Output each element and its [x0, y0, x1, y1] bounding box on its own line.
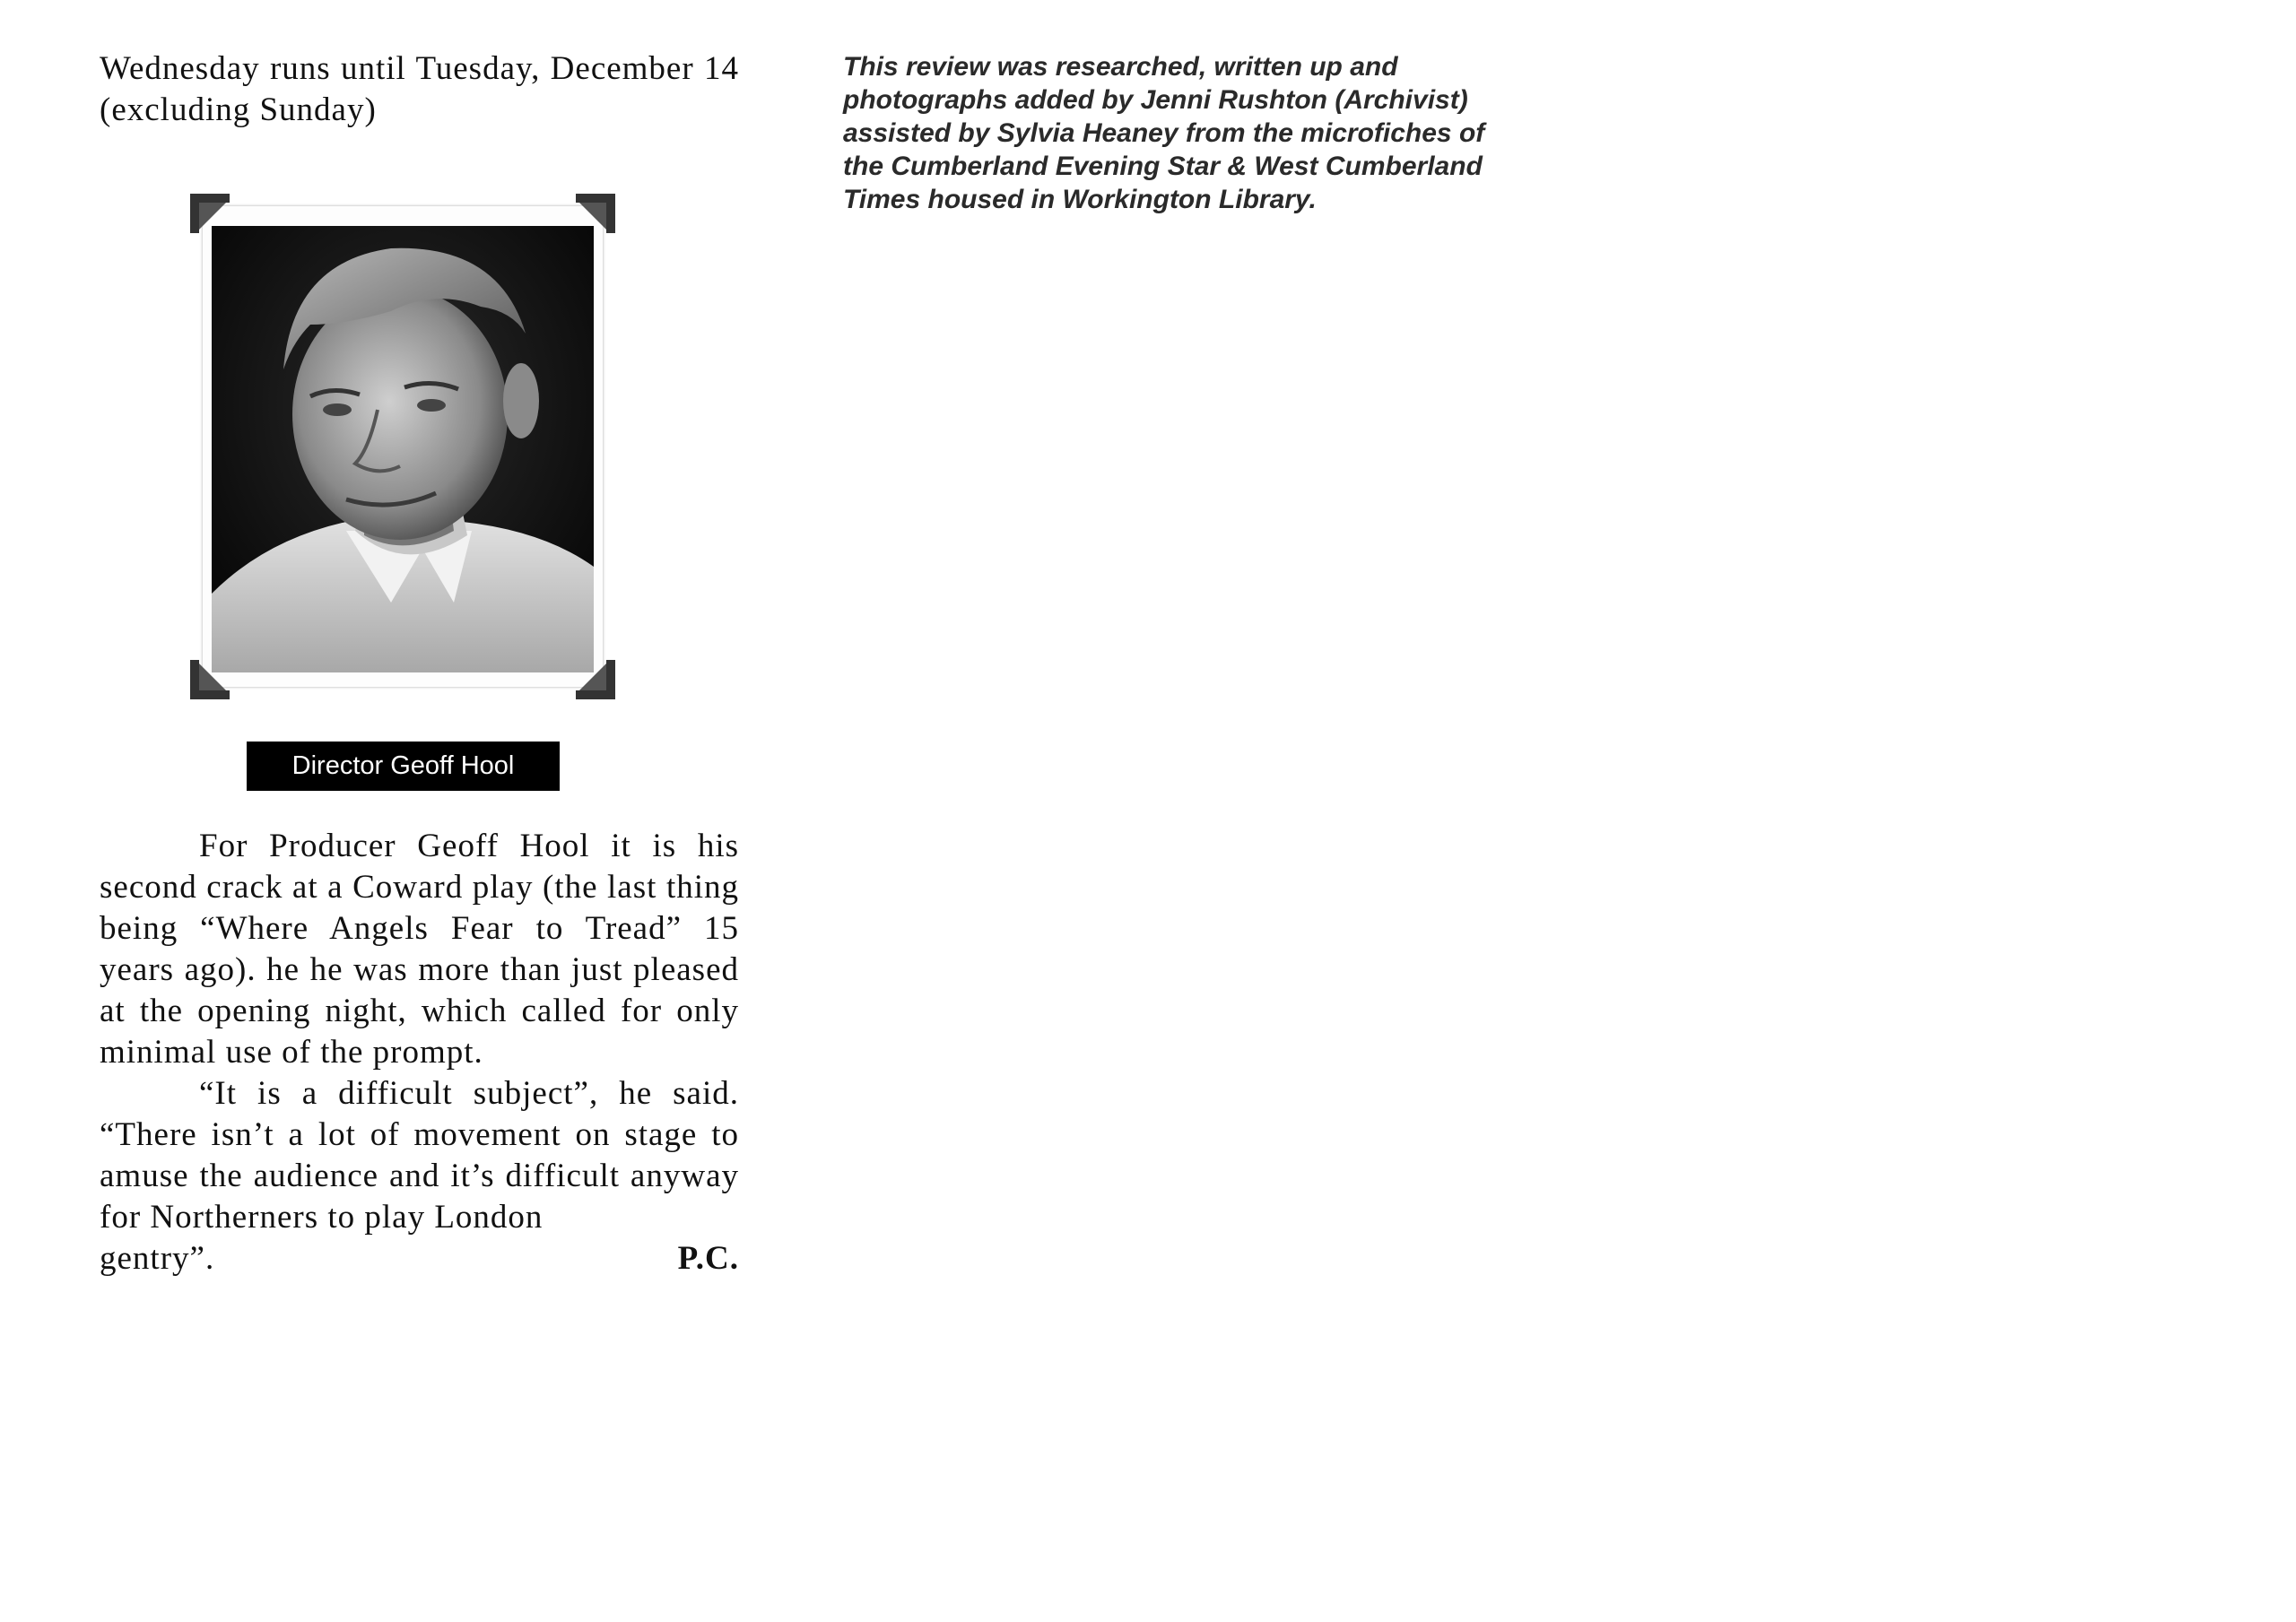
photo-caption: Director Geoff Hool [247, 742, 560, 791]
photo-corner-icon [190, 660, 230, 699]
author-signature: P.C. [677, 1240, 739, 1277]
article-closing-line [100, 1238, 739, 1279]
portrait-image [212, 226, 594, 672]
photo-corner-icon [190, 194, 230, 233]
article-paragraph: For Producer Geoff Hool it is his second crack at a Coward play (the last thing being “Where Angels Fear to Tread” 15 years ago). he he was more than just pleased at the opening night, which called for only minimal use of the prompt. [100, 828, 739, 1071]
photo-corner-icon [576, 660, 615, 699]
archivist-credit: This review was researched, written up and photographs added by Jenni Rushton (Archivist) assisted by Sylvia Heaney from the microfiches of the Cumberland Evening Star & West Cumberland Times housed in Workington Library. [843, 52, 1485, 214]
portrait-photo [190, 194, 615, 699]
article-closing-words: gentry”. [100, 1240, 215, 1277]
intro-text: Wednesday runs until Tuesday, December 14 (excluding Sunday) [100, 50, 739, 128]
article-body [100, 826, 739, 1279]
article-paragraph: “It is a difficult subject”, he said. “There isn’t a lot of movement on stage to amuse the audience and it’s difficult anyway for Northerners to play London [100, 1075, 739, 1236]
intro-block [100, 48, 739, 131]
photo-corner-icon [576, 194, 615, 233]
photo-frame [203, 206, 603, 687]
